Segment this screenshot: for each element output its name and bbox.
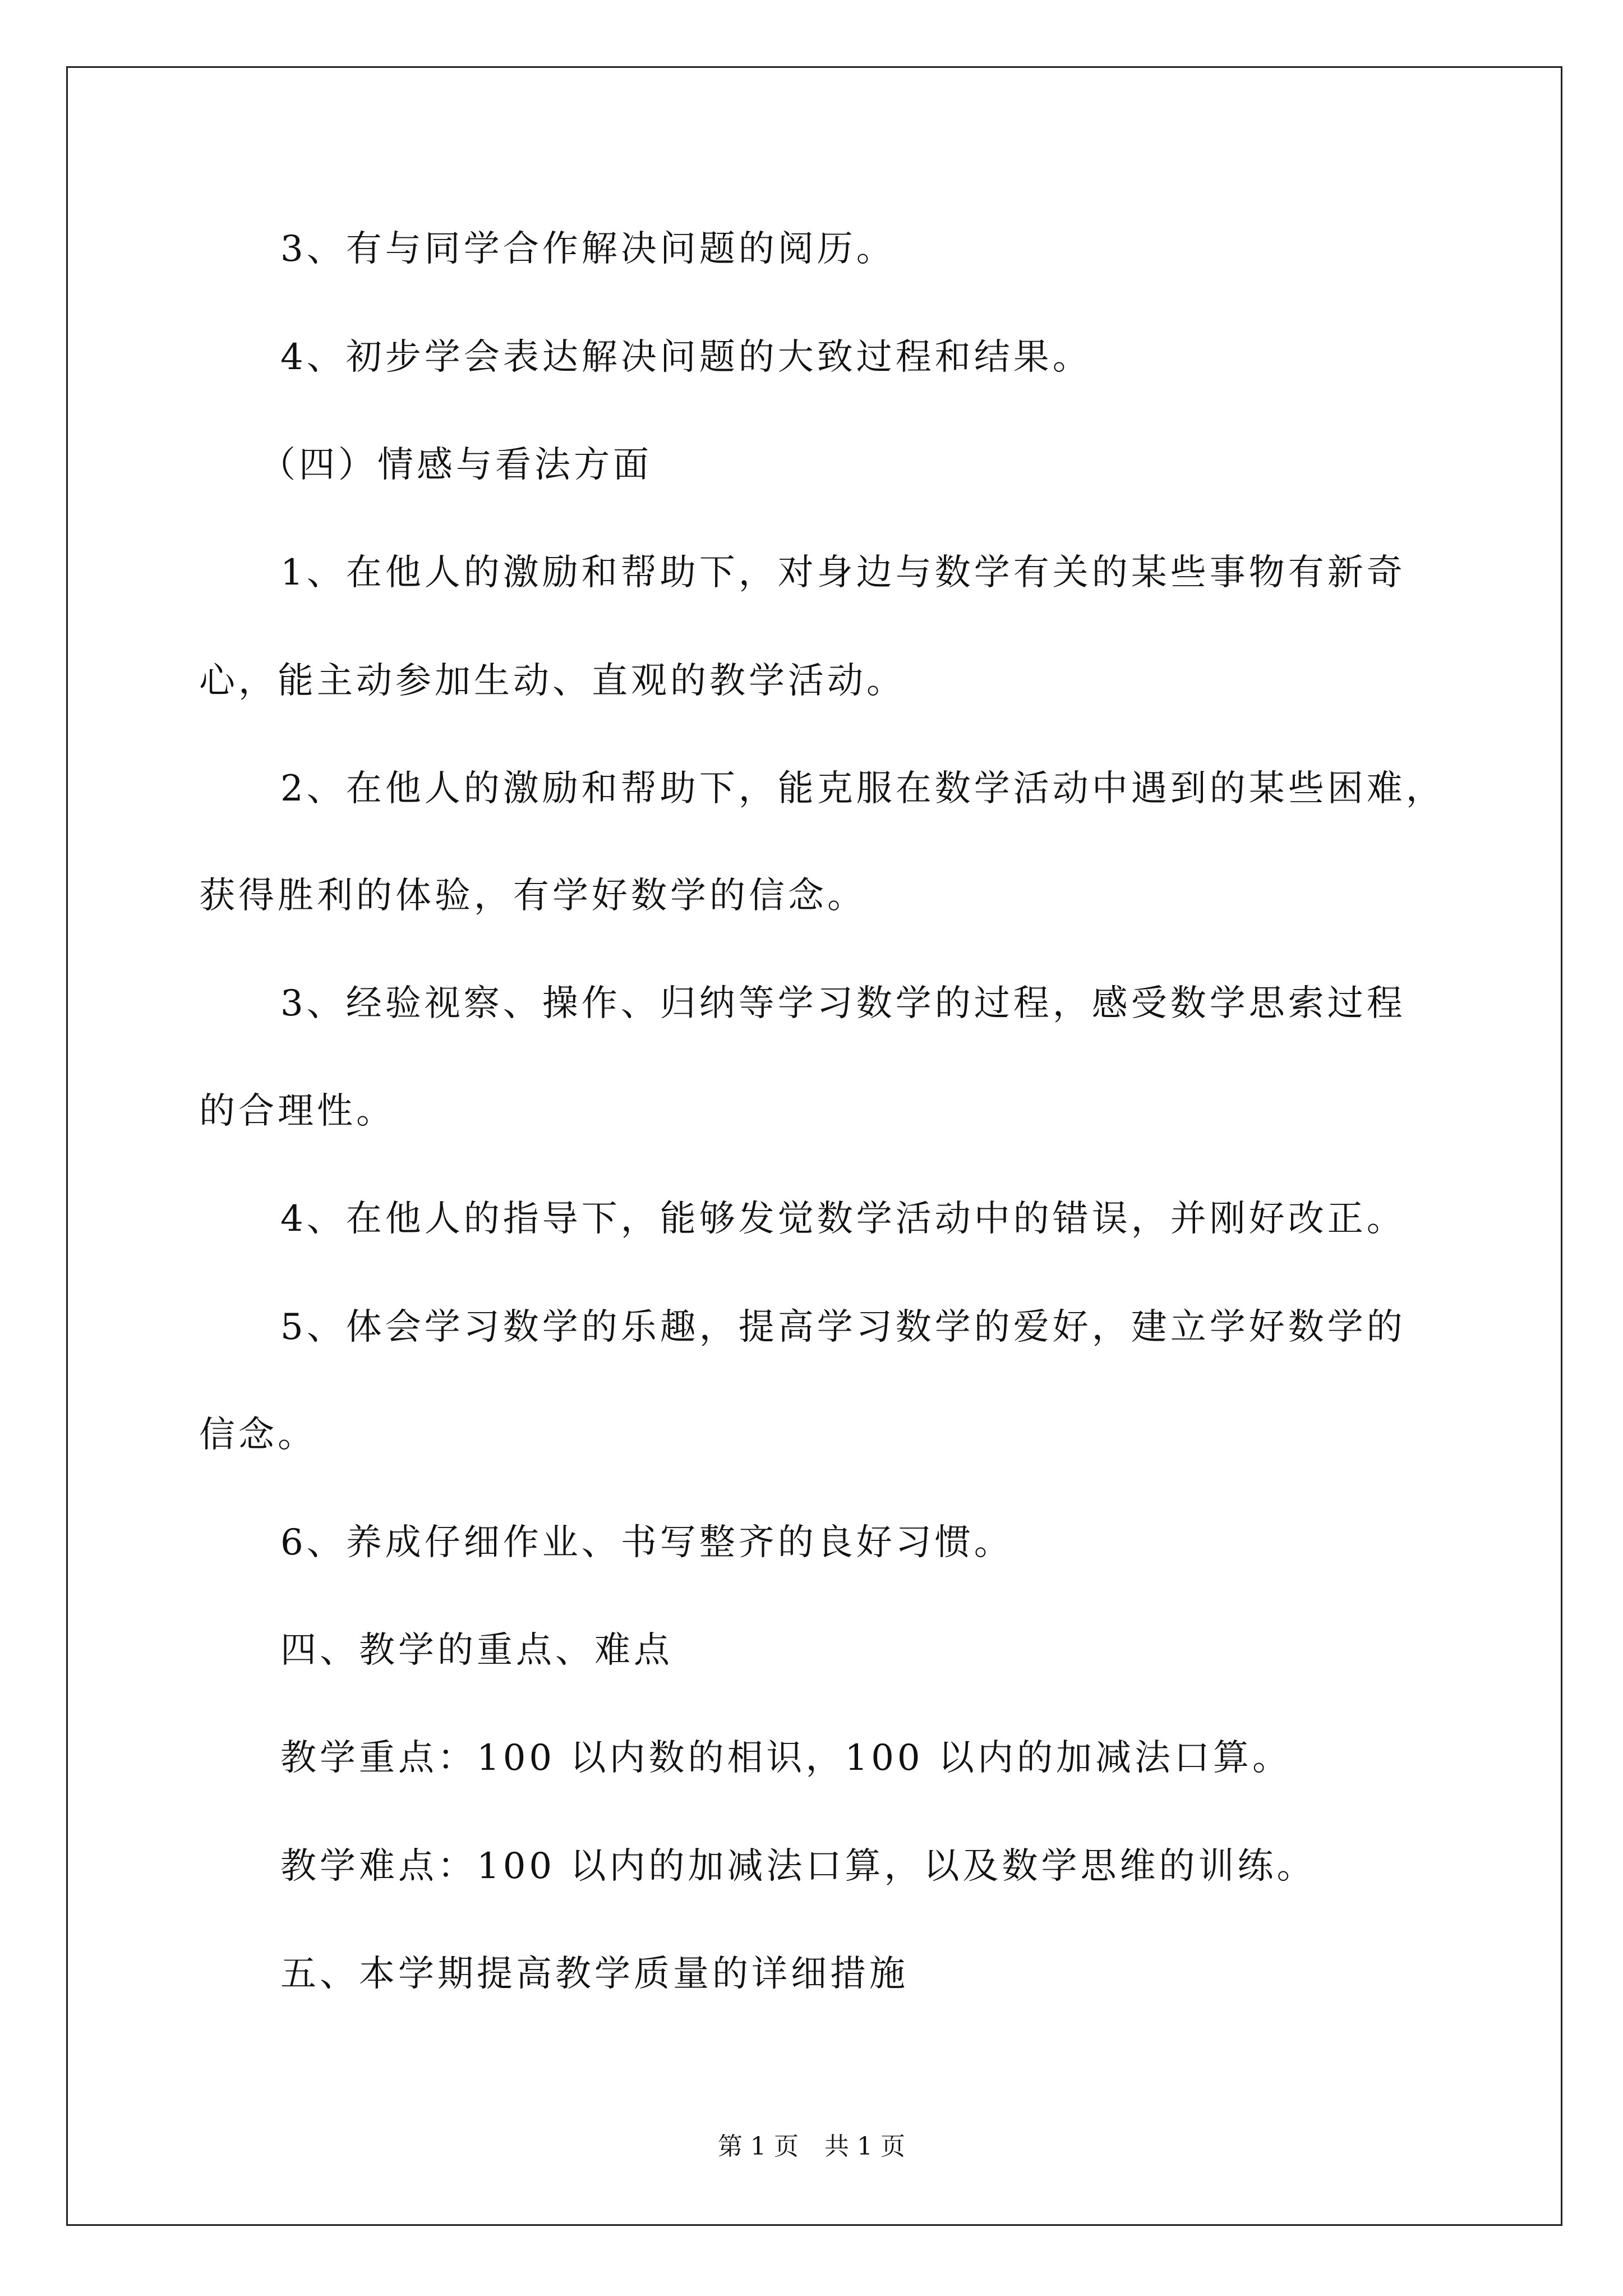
page-border: [66, 66, 1562, 2226]
page-footer: [0, 2130, 1623, 2164]
section-heading: 五、本学期提高教学质量的详细措施: [280, 1953, 909, 1995]
paragraph-line: 4、初步学会表达解决问题的大致过程和结果。: [280, 337, 1092, 378]
paragraph-line: 4、在他人的指导下，能够发觉数学活动中的错误，并刚好改正。: [280, 1198, 1406, 1240]
paragraph-line: 6、养成仔细作业、书写整齐的良好习惯。: [280, 1522, 1013, 1563]
paragraph-line: 1、在他人的激励和帮助下，对身边与数学有关的某些事物有新奇: [280, 552, 1406, 593]
paragraph-line: 心，能主动参加生动、直观的教学活动。: [199, 660, 906, 702]
paragraph-line: 获得胜利的体验，有学好数学的信念。: [199, 875, 866, 917]
paragraph-line: 教学重点：100 以内数的相识，100 以内的加减法口算。: [280, 1737, 1292, 1779]
paragraph-line: 信念。: [199, 1414, 317, 1456]
section-heading: （四）情感与看法方面: [260, 444, 652, 486]
page-total: 共 1 页: [824, 2132, 905, 2161]
paragraph-line: 2、在他人的激励和帮助下，能克服在数学活动中遇到的某些困难，: [280, 768, 1445, 809]
paragraph-line: 5、体会学习数学的乐趣，提高学习数学的爱好，建立学好数学的: [280, 1306, 1406, 1348]
paragraph-line: 3、经验视察、操作、归纳等学习数学的过程，感受数学思索过程: [280, 983, 1406, 1024]
paragraph-line: 3、有与同学合作解决问题的阅历。: [280, 228, 896, 270]
section-heading: 四、教学的重点、难点: [280, 1630, 673, 1671]
paragraph-line: 教学难点：100 以内的加减法口算，以及数学思维的训练。: [280, 1846, 1316, 1887]
page-number: 第 1 页: [718, 2132, 799, 2161]
paragraph-line: 的合理性。: [199, 1091, 395, 1132]
